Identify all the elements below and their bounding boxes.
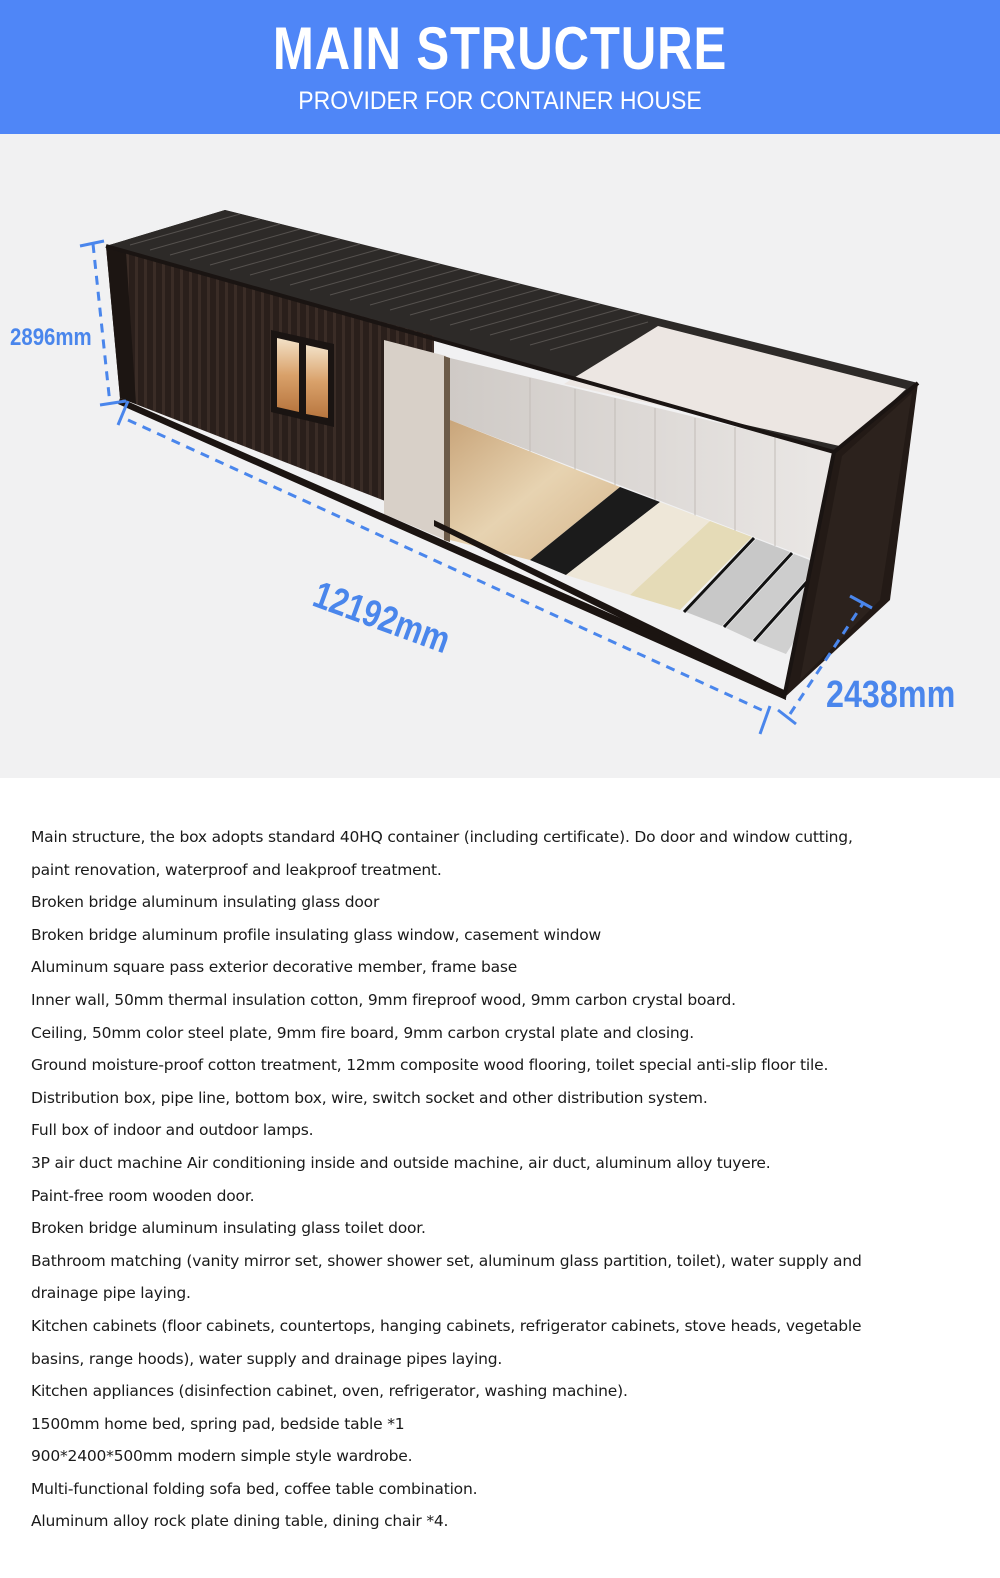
dimension-length-label: 12192mm (307, 574, 456, 663)
spec-line: Full box of indoor and outdoor lamps. (31, 1121, 314, 1140)
spec-line: Inner wall, 50mm thermal insulation cotton, 9mm fireproof wood, 9mm carbon crystal board. (31, 990, 736, 1009)
spec-line: Broken bridge aluminum profile insulating glass window, casement window (31, 925, 602, 944)
spec-line: drainage pipe laying. (31, 1284, 191, 1303)
spec-line: Ceiling, 50mm color steel plate, 9mm fire board, 9mm carbon crystal plate and closing. (31, 1023, 694, 1042)
spec-line: Broken bridge aluminum insulating glass door (31, 893, 380, 912)
spec-list (0, 778, 1000, 1578)
spec-line: Bathroom matching (vanity mirror set, shower shower set, aluminum glass partition, toilet), water supply and (31, 1251, 862, 1270)
spec-line: 1500mm home bed, spring pad, bedside table *1 (31, 1414, 405, 1433)
spec-line: Distribution box, pipe line, bottom box, wire, switch socket and other distribution system. (31, 1088, 708, 1107)
spec-line: Paint-free room wooden door. (31, 1186, 255, 1205)
spec-line: 3P air duct machine Air conditioning inside and outside machine, air duct, aluminum alloy tuyere. (31, 1153, 771, 1172)
spec-line: Multi-functional folding sofa bed, coffee table combination. (31, 1479, 478, 1498)
dimension-width-label: 2438mm (826, 674, 956, 716)
page-title: MAIN STRUCTURE (272, 15, 728, 82)
spec-line: Kitchen appliances (disinfection cabinet, oven, refrigerator, washing machine). (31, 1382, 628, 1401)
page-header (0, 0, 1000, 134)
spec-line: 900*2400*500mm modern simple style wardrobe. (31, 1447, 413, 1466)
spec-line: Aluminum square pass exterior decorative member, frame base (31, 958, 518, 977)
dimension-height-label: 2896mm (10, 324, 92, 351)
page-subtitle: PROVIDER FOR CONTAINER HOUSE (298, 87, 702, 115)
container-render (0, 134, 1000, 778)
spec-line: Main structure, the box adopts standard 40HQ container (including certificate). Do door and window cutting, (31, 828, 853, 846)
spec-line: Aluminum alloy rock plate dining table, dining chair *4. (31, 1512, 449, 1531)
spec-line: Broken bridge aluminum insulating glass toilet door. (31, 1219, 426, 1238)
spec-line: paint renovation, waterproof and leakproof treatment. (31, 860, 442, 879)
spec-line: Kitchen cabinets (floor cabinets, countertops, hanging cabinets, refrigerator cabinets, stove heads, vegetable (31, 1316, 862, 1335)
spec-line: basins, range hoods), water supply and drainage pipes laying. (31, 1349, 503, 1368)
spec-line: Ground moisture-proof cotton treatment, 12mm composite wood flooring, toilet special anti-slip floor tile. (31, 1056, 829, 1075)
